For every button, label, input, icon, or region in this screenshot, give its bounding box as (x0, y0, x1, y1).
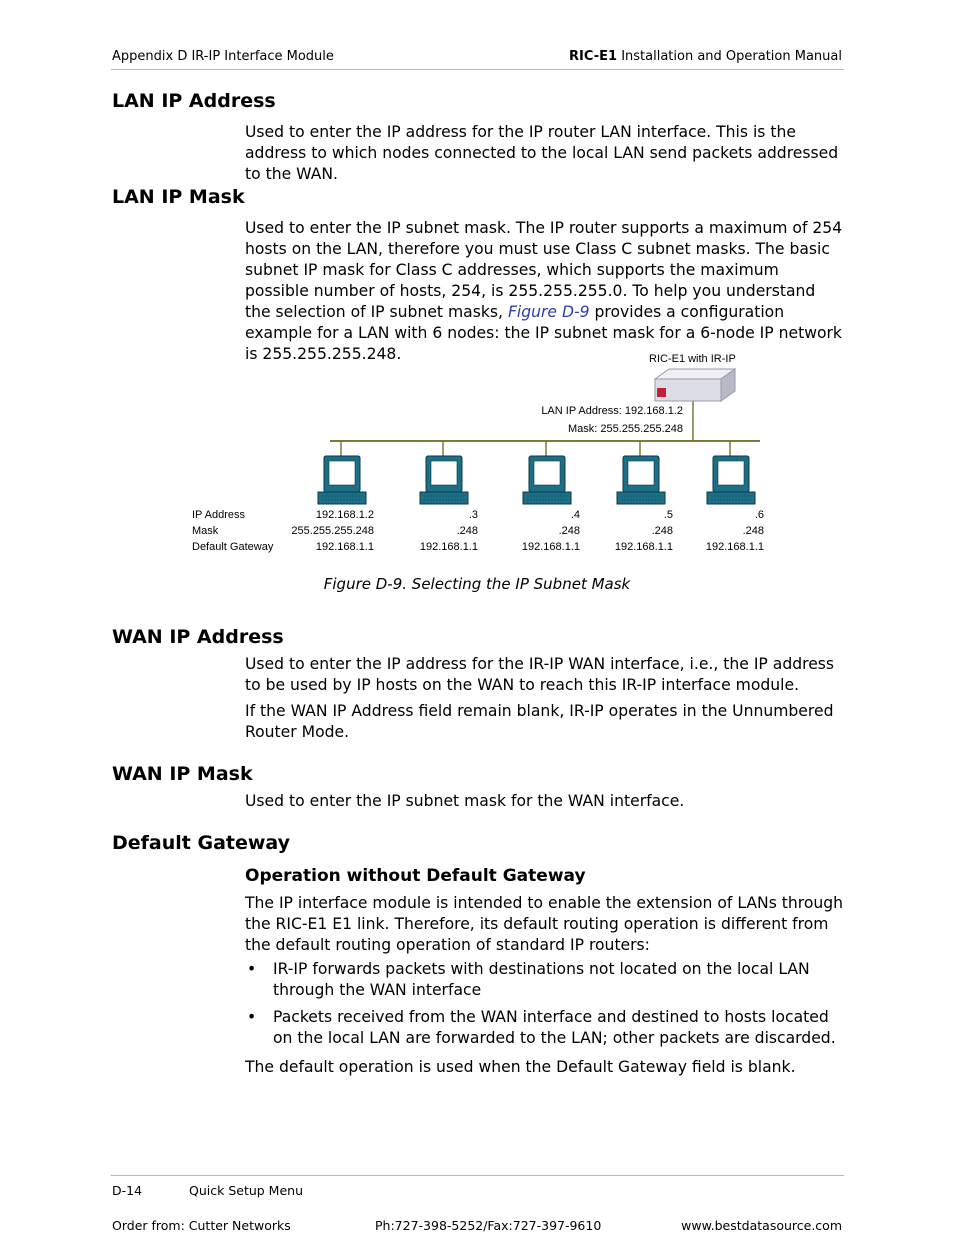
row-labels (192, 507, 273, 555)
wan-ip-address-text-1: Used to enter the IP address for the IR-IP WAN interface, i.e., the IP address to be used by IP hosts on the WAN to reach this IR-IP interface module. (245, 655, 835, 694)
node-ip: .3 (468, 509, 478, 521)
wan-ip-address-text-2: If the WAN IP Address field remain blank, IR-IP operates in the Unnumbered Router Mode. (245, 702, 834, 741)
node-ip: .4 (570, 509, 580, 521)
figure-caption: Figure D-9. Selecting the IP Subnet Mask (323, 575, 631, 593)
node-mask: .248 (558, 525, 580, 537)
manual-title: Installation and Operation Manual (617, 49, 842, 64)
row-label-gateway: Default Gateway (192, 541, 274, 553)
terminal-icon (523, 456, 571, 504)
footer-web[interactable]: www.bestdatasource.com (681, 1218, 842, 1233)
node-ip: 192.168.1.2 (315, 509, 374, 521)
page-number: D-14 (112, 1183, 143, 1198)
wan-ip-mask-text: Used to enter the IP subnet mask for the WAN interface. (245, 792, 685, 810)
node-config-3 (522, 507, 580, 555)
footer-order: Order from: Cutter Networks (112, 1218, 291, 1233)
lan-ip-mask-text-a: Used to enter the IP subnet mask. The IP router supports a maximum of 254 hosts on the LAN, therefore you must use Class C subnet masks. The basic subnet IP mask for Class C addresses, which supports the maximum possible number of hosts, 254, is 255.255.255.0. To help you understand the selection of IP subnet masks, (245, 219, 843, 321)
device-label: RIC-E1 with IR-IP (649, 353, 736, 365)
lan-ip-address-text: Used to enter the IP address for the IP router LAN interface. This is the address to which nodes connected to the local LAN send packets addressed to the WAN. (245, 123, 839, 183)
default-gateway-text-2: The default operation is used when the Default Gateway field is blank. (245, 1058, 796, 1076)
bullet-icon: • (247, 960, 257, 978)
node-gateway: 192.168.1.1 (705, 541, 764, 553)
node-config-5 (706, 507, 764, 555)
mask-label: Mask: 255.255.255.248 (568, 423, 683, 435)
node-mask: .248 (651, 525, 673, 537)
node-gateway: 192.168.1.1 (614, 541, 673, 553)
bullet-item (245, 959, 845, 1001)
wan-ip-mask-heading: WAN IP Mask (112, 763, 253, 785)
footer-section: Quick Setup Menu (189, 1183, 303, 1198)
lan-ip-address-heading: LAN IP Address (112, 90, 276, 112)
node-ip: .6 (754, 509, 764, 521)
router-device-icon (655, 369, 735, 401)
terminal-icon (617, 456, 665, 504)
footer-phone: Ph:727-398-5252/Fax:727-397-9610 (375, 1218, 602, 1233)
rad-badge-icon (657, 388, 666, 397)
lan-ip-mask-heading: LAN IP Mask (112, 186, 245, 208)
bullet-item (245, 1007, 845, 1049)
node-config-2 (420, 507, 478, 555)
manual-product-name: RIC-E1 (569, 49, 618, 64)
row-label-ip: IP Address (192, 509, 245, 521)
default-gateway-heading: Default Gateway (112, 832, 291, 854)
node-mask: .248 (742, 525, 764, 537)
lan-ip-label: LAN IP Address: 192.168.1.2 (541, 405, 683, 417)
wan-ip-address-heading: WAN IP Address (112, 626, 284, 648)
node-config-1 (291, 507, 374, 555)
bullet-icon: • (247, 1008, 257, 1026)
node-mask: 255.255.255.248 (291, 525, 374, 537)
node-config-4 (615, 507, 673, 555)
node-mask: .248 (456, 525, 478, 537)
footer-rule (111, 1175, 844, 1176)
figure-d9-link[interactable]: Figure D-9 (507, 303, 590, 321)
terminal-icon (707, 456, 755, 504)
default-gateway-text-1: The IP interface module is intended to enable the extension of LANs through the RIC-E1 E1 link. Therefore, its default routing operation is different from the default routing operation of standard IP routers: (245, 894, 844, 954)
terminal-icon (420, 456, 468, 504)
node-gateway: 192.168.1.1 (521, 541, 580, 553)
node-gateway: 192.168.1.1 (315, 541, 374, 553)
bullet-text: IR-IP forwards packets with destinations not located on the local LAN through the WAN interface (273, 960, 810, 999)
running-header-left: Appendix D IR-IP Interface Module (112, 49, 334, 64)
row-label-mask: Mask (192, 525, 219, 537)
bullet-text: Packets received from the WAN interface and destined to hosts located on the local LAN are forwarded to the LAN; other packets are discarded. (273, 1008, 836, 1047)
operation-without-gateway-subheading: Operation without Default Gateway (245, 866, 586, 886)
node-ip: .5 (663, 509, 673, 521)
node-gateway: 192.168.1.1 (419, 541, 478, 553)
terminal-icon (318, 456, 366, 504)
lan-ip-mask-text-b: provides a configuration example for a LAN with 6 nodes: the IP subnet mask for a 6-node IP network is 255.255.255.248. (245, 303, 842, 363)
